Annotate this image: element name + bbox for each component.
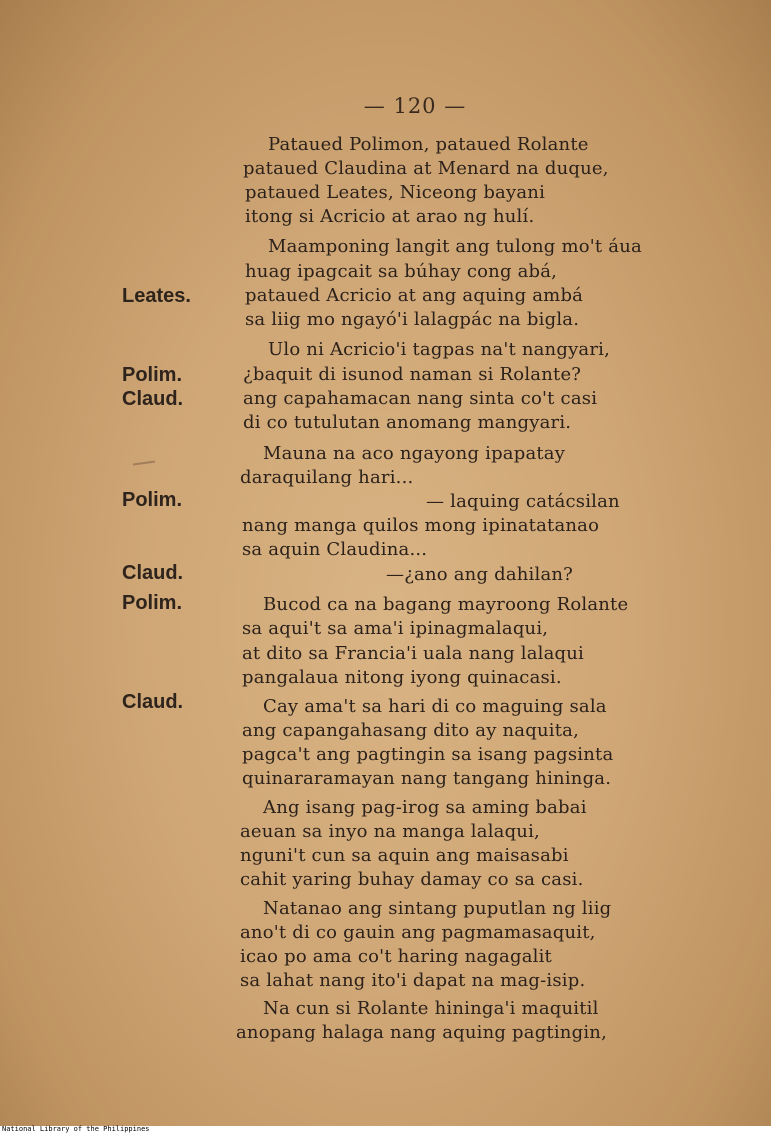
verse-line: sa liig mo ngayó'i lalagpác na bigla.	[245, 309, 580, 330]
verse-line: ang capahamacan nang sinta co't casi	[243, 388, 598, 409]
verse-line: sa lahat nang ito'i dapat na mag-isip.	[240, 970, 586, 991]
verse-line: huag ipagcait sa búhay cong abá,	[245, 261, 558, 282]
verse-line: Cay ama't sa hari di co maguing sala	[263, 696, 607, 717]
verse-line: Na cun si Rolante hininga'i maquitil	[263, 998, 599, 1019]
verse-line: at dito sa Francia'i uala nang lalaqui	[242, 643, 585, 664]
verse-line: —¿ano ang dahilan?	[386, 564, 574, 585]
stanza-mark	[133, 460, 155, 465]
verse-line: anopang halaga nang aquing pagtingin,	[236, 1022, 607, 1043]
footer-attribution: National Library of the Philippines	[2, 1125, 150, 1133]
verse-line: quinararamayan nang tangang hininga.	[242, 768, 612, 789]
speaker-label: Claud.	[122, 562, 184, 584]
verse-line: Mauna na aco ngayong ipapatay	[263, 443, 566, 464]
verse-line: ¿baquit di isunod naman si Rolante?	[243, 364, 582, 385]
verse-line: Ang isang pag-irog sa aming babai	[263, 797, 587, 818]
verse-line: pataued Leates, Niceong bayani	[245, 182, 546, 203]
verse-line: Ulo ni Acricio'i tagpas na't nangyari,	[268, 339, 611, 360]
verse-line: — laquing catácsilan	[426, 491, 620, 512]
verse-line: itong si Acricio at arao ng hulí.	[245, 206, 535, 227]
speaker-label: Leates.	[122, 285, 191, 307]
verse-line: Bucod ca na bagang mayroong Rolante	[263, 594, 629, 615]
speaker-label: Polim.	[122, 364, 183, 386]
speaker-label: Claud.	[122, 388, 184, 410]
verse-line: Pataued Polimon, pataued Rolante	[268, 134, 589, 155]
verse-line: Natanao ang sintang puputlan ng liig	[263, 898, 612, 919]
verse-line: sa aquin Claudina...	[242, 539, 428, 560]
verse-line: Maamponing langit ang tulong mo't áua	[268, 236, 642, 257]
verse-line: aeuan sa inyo na manga lalaqui,	[240, 821, 540, 842]
verse-line: di co tutulutan anomang mangyari.	[243, 412, 572, 433]
verse-line: cahit yaring buhay damay co sa casi.	[240, 869, 584, 890]
verse-line: pataued Acricio at ang aquing ambá	[245, 285, 584, 306]
verse-line: pataued Claudina at Menard na duque,	[243, 158, 609, 179]
verse-line: daraquilang hari...	[240, 467, 414, 488]
verse-line: nguni't cun sa aquin ang maisasabi	[240, 845, 569, 866]
verse-line: sa aqui't sa ama'i ipinagmalaqui,	[242, 618, 549, 639]
verse-line: icao po ama co't haring nagagalit	[240, 946, 552, 967]
verse-line: ang capangahasang dito ay naquita,	[242, 720, 579, 741]
speaker-label: Polim.	[122, 489, 183, 511]
verse-line: nang manga quilos mong ipinatatanao	[242, 515, 600, 536]
speaker-label: Claud.	[122, 691, 184, 713]
verse-line: ano't di co gauin ang pagmamasaquit,	[240, 922, 596, 943]
verse-line: pagca't ang pagtingin sa isang pagsinta	[242, 744, 614, 765]
speaker-label: Polim.	[122, 592, 183, 614]
verse-line: pangalaua nitong iyong quinacasi.	[242, 667, 562, 688]
page-number: — 120 —	[363, 94, 467, 118]
